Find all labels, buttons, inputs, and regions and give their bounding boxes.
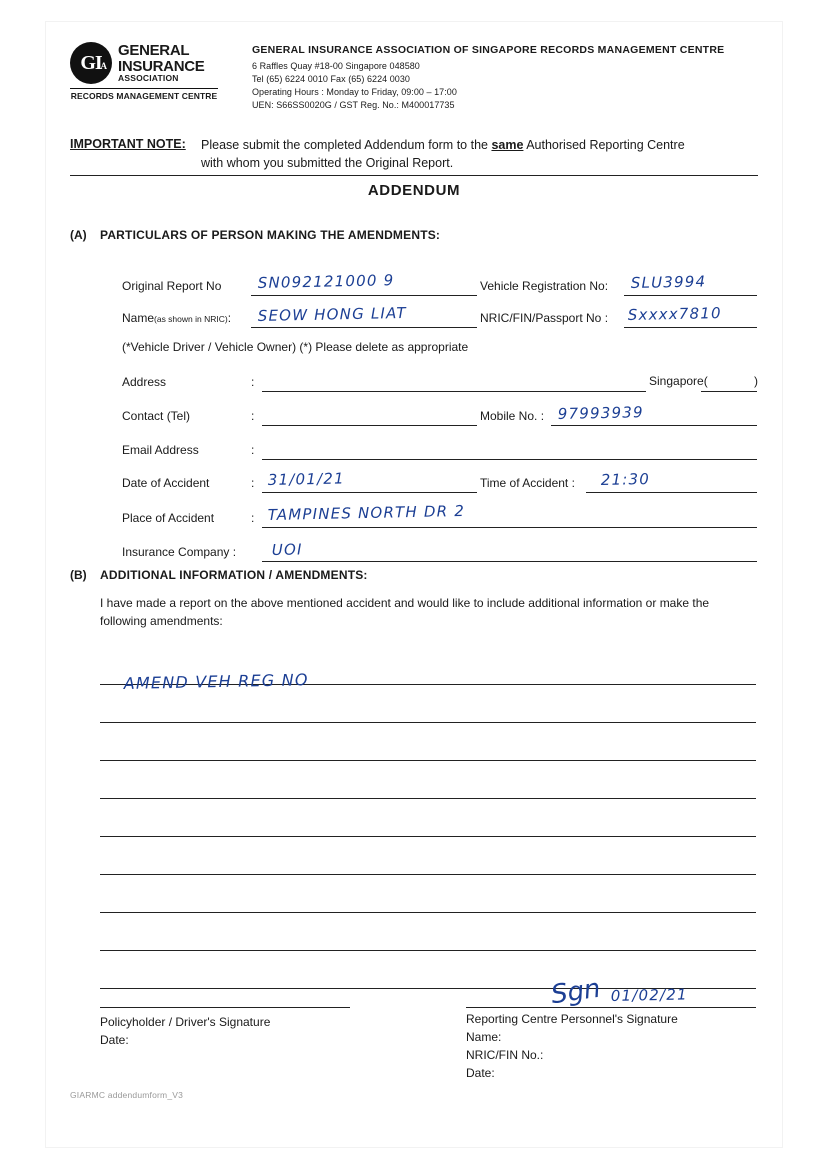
amendment-line[interactable] (100, 875, 756, 913)
organisation-title: GENERAL INSURANCE ASSOCIATION OF SINGAPORE RECORDS MANAGEMENT CENTRE (252, 44, 725, 56)
amendment-line[interactable] (100, 799, 756, 837)
value-vehicle-registration-no[interactable]: SLU3994 (630, 272, 707, 292)
label-vehicle-registration-no: Vehicle Registration No: (480, 279, 609, 293)
label-email-address: Email Address (122, 443, 199, 457)
label-address-singapore: Singapore( (649, 374, 708, 388)
document-header (70, 42, 760, 122)
form-sheet (46, 22, 782, 1147)
line-contact-tel (262, 425, 477, 426)
logo-mark-text: GI (80, 52, 102, 74)
line-email-address (262, 459, 757, 460)
organisation-phone-fax: Tel (65) 6224 0010 Fax (65) 6224 0030 (252, 74, 410, 85)
section-a-title: PARTICULARS OF PERSON MAKING THE AMENDMENTS: (100, 228, 441, 242)
policyholder-signature-block (100, 1013, 270, 1049)
line-postal-code (701, 391, 757, 392)
important-note-label: IMPORTANT NOTE: (70, 137, 186, 151)
line-place-of-accident (262, 527, 757, 528)
value-nric[interactable]: Sxxxx7810 (627, 304, 722, 324)
line-original-report-no (251, 295, 477, 296)
important-note (70, 135, 770, 172)
amendment-lines (100, 647, 756, 989)
section-b-intro: I have made a report on the above mentioned accident and would like to include additional information or make the following amendments: (100, 596, 710, 628)
section-b-marker: (B) (70, 568, 87, 582)
label-insurance-company: Insurance Company : (122, 545, 237, 559)
label-place-separator: : (251, 511, 255, 525)
section-a-marker: (A) (70, 228, 87, 242)
organisation-details (252, 44, 772, 112)
label-name-small: (as shown in NRIC) (154, 314, 228, 324)
amendment-line-1-value[interactable]: AMEND VEH REG NO (123, 670, 309, 693)
label-address: Address (122, 375, 167, 389)
reporting-centre-nric-label: NRIC/FIN No.: (466, 1048, 544, 1062)
policyholder-date-label: Date: (100, 1033, 129, 1047)
label-nric: NRIC/FIN/Passport No : (480, 311, 609, 325)
gia-logo (70, 42, 220, 101)
important-note-emphasis: same (491, 138, 524, 153)
value-name[interactable]: SEOW HONG LIAT (257, 303, 407, 325)
amendment-line[interactable] (100, 913, 756, 951)
reporting-centre-signature-title: Reporting Centre Personnel's Signature (466, 1012, 678, 1026)
line-name (251, 327, 477, 328)
line-vehicle-registration-no (624, 295, 757, 296)
signature-mark: Sgn (549, 973, 603, 1011)
organisation-address: 6 Raffles Quay #18-00 Singapore 048580 (252, 61, 420, 71)
label-name: Name (122, 311, 155, 325)
header-divider (70, 175, 758, 176)
delete-as-appropriate-note: (*Vehicle Driver / Vehicle Owner) (*) Please delete as appropriate (122, 340, 469, 354)
important-note-text-part1: Please submit the completed Addendum form to the (201, 138, 492, 153)
value-insurance-company[interactable]: UOI (271, 540, 303, 559)
reporting-centre-date-label: Date: (466, 1066, 495, 1080)
line-time-of-accident (586, 492, 757, 493)
policyholder-signature-line[interactable] (100, 1007, 350, 1008)
amendment-line[interactable] (100, 951, 756, 989)
label-name-group (122, 311, 231, 325)
value-time-of-accident[interactable]: 21:30 (600, 469, 651, 489)
label-name-separator: : (227, 311, 232, 325)
logo-line-association: ASSOCIATION (118, 72, 179, 83)
logo-line-insurance: INSURANCE (118, 57, 205, 75)
amendment-line[interactable] (100, 723, 756, 761)
label-email-separator: : (251, 443, 255, 457)
signed-date-value: 01/02/21 (610, 985, 688, 1005)
label-address-separator: : (251, 375, 255, 389)
label-original-report-no: Original Report No (122, 279, 222, 293)
reporting-centre-name-label: Name: (466, 1030, 502, 1044)
label-mobile-no: Mobile No. : (480, 409, 545, 423)
label-contact-tel-separator: : (251, 409, 255, 423)
value-original-report-no[interactable]: SN092121000 9 (257, 271, 395, 292)
line-nric (624, 327, 757, 328)
logo-mark-superscript: A (100, 61, 106, 71)
section-b-title: ADDITIONAL INFORMATION / AMENDMENTS: (100, 568, 368, 582)
line-address (262, 391, 646, 392)
line-date-of-accident (262, 492, 477, 493)
value-place-of-accident[interactable]: TAMPINES NORTH DR 2 (267, 501, 466, 524)
organisation-uen: UEN: S66SS0020G / GST Reg. No.: M400017735 (252, 100, 455, 111)
label-date-of-accident: Date of Accident (122, 476, 210, 490)
line-insurance-company (262, 561, 757, 562)
logo-line-general: GENERAL (118, 42, 190, 60)
value-mobile-no[interactable]: 97993939 (557, 403, 644, 423)
organisation-hours: Operating Hours : Monday to Friday, 09:00 – 17:00 (252, 87, 457, 98)
important-note-line2: with whom you submitted the Original Report. (201, 156, 454, 171)
label-time-of-accident: Time of Accident : (480, 476, 575, 490)
reporting-centre-signature-line[interactable] (466, 1007, 756, 1008)
reporting-centre-signature-block (466, 1010, 678, 1082)
amendment-line[interactable] (100, 761, 756, 799)
label-date-separator: : (251, 476, 255, 490)
value-date-of-accident[interactable]: 31/01/21 (267, 469, 345, 489)
gia-logo-icon (70, 42, 112, 84)
important-note-text-part2: Authorised Reporting Centre (523, 138, 685, 153)
label-contact-tel: Contact (Tel) (122, 409, 191, 423)
policyholder-signature-title: Policyholder / Driver's Signature (100, 1015, 271, 1029)
line-mobile-no (551, 425, 757, 426)
amendment-line[interactable] (100, 837, 756, 875)
form-version-code: GIARMC addendumform_V3 (70, 1090, 184, 1100)
logo-subtitle: RECORDS MANAGEMENT CENTRE (70, 88, 218, 101)
page-title: ADDENDUM (367, 182, 461, 199)
label-address-paren-close: ) (754, 374, 758, 388)
label-place-of-accident: Place of Accident (122, 511, 215, 525)
